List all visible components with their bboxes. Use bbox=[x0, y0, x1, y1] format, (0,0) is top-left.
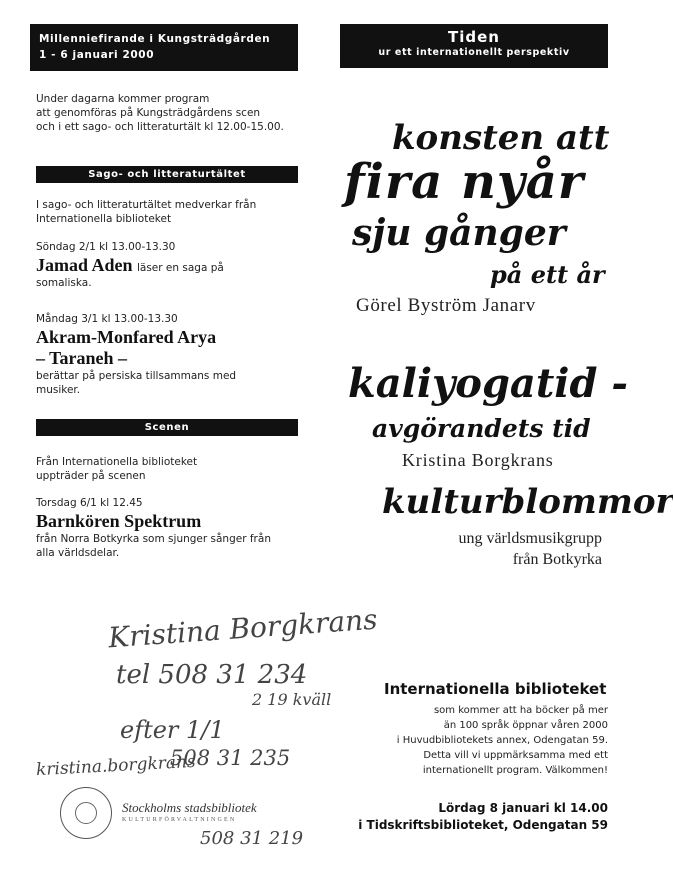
library-title: Internationella biblioteket bbox=[384, 680, 607, 698]
scen-section-bar: Scenen bbox=[36, 419, 298, 436]
handwritten-phone: 508 31 235 bbox=[170, 746, 291, 770]
header-left-line1: Millenniefirande i Kungsträdgården bbox=[39, 33, 271, 45]
scen-intro-line: Från Internationella biblioteket bbox=[36, 456, 198, 468]
scen-event bbox=[36, 496, 271, 560]
title-1-line-3: sju gånger bbox=[352, 212, 566, 254]
library-text-line: Detta vill vi uppmärksamma med ett bbox=[423, 750, 608, 761]
library-when-line: Lördag 8 januari kl 14.00 bbox=[438, 801, 608, 815]
handwritten-name: Kristina Borgkrans bbox=[107, 602, 379, 655]
title-2-line-1: kaliyogatid - bbox=[348, 360, 628, 407]
event-performer: Jamad Aden bbox=[36, 255, 133, 275]
handwritten-note: efter 1/1 bbox=[120, 716, 225, 744]
library-text-line: i Huvudbibliotekets annex, Odengatan 59. bbox=[396, 735, 608, 746]
title-3-line-3: från Botkyrka bbox=[512, 551, 602, 568]
title-2-author: Kristina Borgkrans bbox=[402, 450, 554, 470]
event-performer: Akram-Monfared Arya bbox=[36, 327, 217, 347]
library-when-line: i Tidskriftsbiblioteket, Odengatan 59 bbox=[358, 818, 608, 832]
event-desc: musiker. bbox=[36, 384, 81, 396]
stamp-subtitle: KULTURFÖRVALTNINGEN bbox=[122, 817, 237, 823]
event-desc: från Norra Botkyrka som sjunger sånger från bbox=[36, 533, 271, 545]
library-text-line: än 100 språk öppnar våren 2000 bbox=[443, 720, 608, 731]
handwritten-note: 2 19 kväll bbox=[252, 690, 332, 709]
intro-line: att genomföras på Kungsträdgårdens scen bbox=[36, 107, 261, 119]
event-date: Torsdag 6/1 kl 12.45 bbox=[36, 497, 143, 509]
handwritten-phone: tel 508 31 234 bbox=[116, 660, 308, 690]
saga-section-bar: Sago- och litteraturtältet bbox=[36, 166, 298, 183]
event-performer: Barnkören Spektrum bbox=[36, 511, 202, 531]
library-seal-icon bbox=[60, 787, 112, 839]
event-desc: läser en saga på bbox=[136, 262, 224, 274]
header-left-line2: 1 - 6 januari 2000 bbox=[39, 49, 155, 61]
title-2-line-2: avgörandets tid bbox=[372, 414, 591, 443]
scen-intro bbox=[36, 455, 197, 483]
handwritten-phone: 508 31 219 bbox=[200, 828, 304, 849]
event-desc: berättar på persiska tillsammans med bbox=[36, 370, 237, 382]
header-right-title: Tiden bbox=[448, 28, 500, 46]
event-desc: alla världsdelar. bbox=[36, 547, 120, 559]
intro-text bbox=[36, 92, 284, 134]
event-date: Söndag 2/1 kl 13.00-13.30 bbox=[36, 241, 176, 253]
title-1-line-1: konsten att bbox=[392, 118, 610, 158]
intro-line: och i ett sago- och litteraturtält kl 12.00-15.00. bbox=[36, 121, 284, 133]
library-text-line: som kommer att ha böcker på mer bbox=[433, 705, 608, 716]
library-text-line: internationellt program. Välkommen! bbox=[422, 765, 608, 776]
event-date: Måndag 3/1 kl 13.00-13.30 bbox=[36, 313, 178, 325]
intro-line: Under dagarna kommer program bbox=[36, 93, 210, 105]
handwritten-email: kristina.borgkrans bbox=[35, 751, 197, 781]
event-performer-subtitle: – Taraneh – bbox=[36, 348, 128, 368]
header-right-bar bbox=[340, 24, 608, 68]
title-1-author: Görel Byström Janarv bbox=[356, 295, 536, 316]
saga-event-2 bbox=[36, 312, 236, 397]
stamp-name: Stockholms stadsbibliotek bbox=[122, 800, 257, 815]
saga-intro bbox=[36, 198, 256, 226]
saga-intro-line: I sago- och litteraturtältet medverkar från bbox=[36, 199, 257, 211]
title-3-line-1: kulturblommor bbox=[382, 482, 673, 522]
scen-intro-line: uppträder på scenen bbox=[36, 470, 146, 482]
library-when bbox=[358, 800, 608, 834]
library-text bbox=[358, 703, 608, 778]
header-right-subtitle: ur ett internationellt perspektiv bbox=[378, 47, 570, 58]
title-1-line-4: på ett år bbox=[490, 260, 605, 289]
event-desc: somaliska. bbox=[36, 277, 92, 289]
saga-intro-line: Internationella biblioteket bbox=[36, 213, 172, 225]
header-left-bar bbox=[30, 24, 298, 71]
title-1-line-2: fira nyår bbox=[344, 154, 585, 210]
title-3-line-2: ung världsmusikgrupp bbox=[458, 530, 602, 547]
saga-event-1 bbox=[36, 240, 224, 290]
